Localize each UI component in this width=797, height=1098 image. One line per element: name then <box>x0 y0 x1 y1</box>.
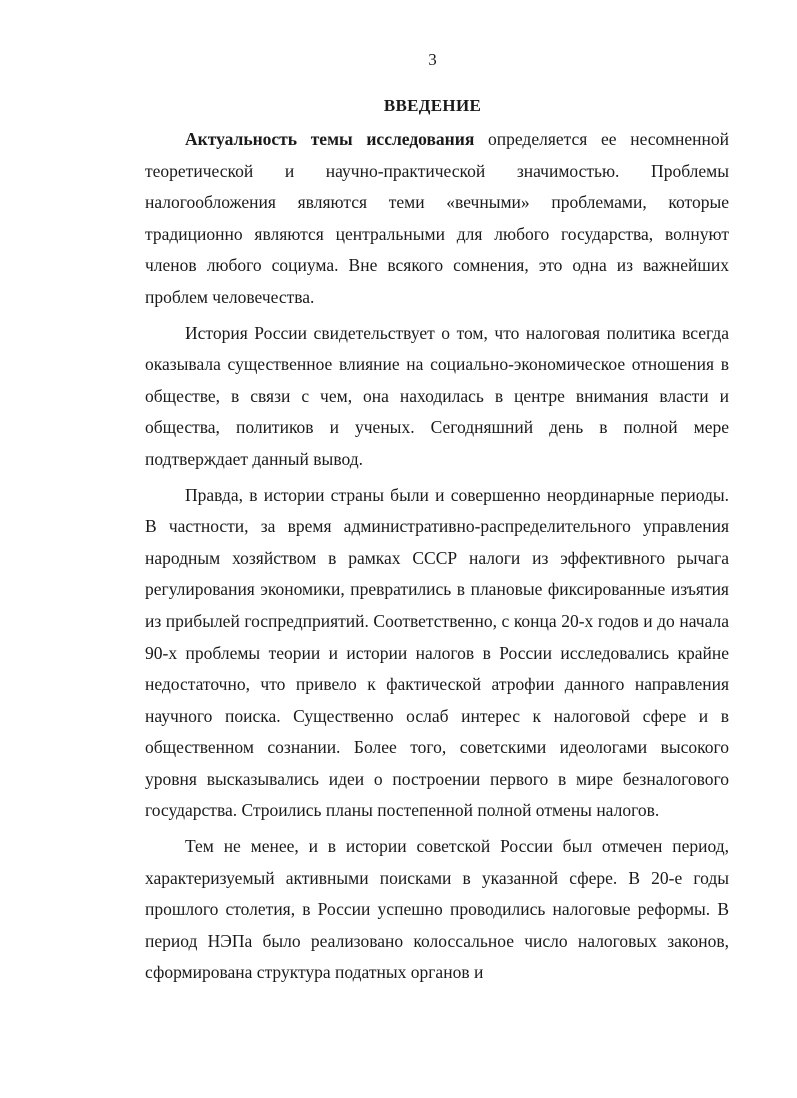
paragraph-text: Тем не менее, и в истории советской России был отмечен период, характеризуемый активными поисками в указанной сфере. В 20-е годы прошлого столетия, в России успешно проводились налоговые реформы. В период НЭПа было реализовано колоссальное число налоговых законов, сформирована структура податных органов и <box>145 836 729 983</box>
paragraph <box>145 480 729 828</box>
paragraph-text: История России свидетельствует о том, что налоговая политика всегда оказывала существенное влияние на социально-экономическое отношения в обществе, в связи с чем, она находилась в центре внимания власти и общества, политиков и ученых. Сегодняшний день в полной мере подтверждает данный вывод. <box>145 322 729 469</box>
paragraph <box>145 831 729 989</box>
body-text <box>145 124 729 989</box>
paragraph-lead-bold: Актуальность темы исследования <box>185 129 475 149</box>
paragraph-text: определяется ее несомненной теоретической и научно-практической значимостью. Проблемы налогообложения являются теми «вечными» проблемами, которые традиционно являются центральными для любого государства, волнуют членов любого социума. Вне всякого сомнения, это одна из важнейших проблем человечества. <box>145 129 730 307</box>
paragraph <box>145 124 729 314</box>
paragraph-text: Правда, в истории страны были и совершенно неординарные периоды. В частности, за время административно-распределительного управления народным хозяйством в рамках СССР налоги из эффективного рычага регулирования экономики, превратились в плановые фиксированные изъятия из прибылей госпредприятий. Соответственно, с конца 20-х годов и до начала 90-х проблемы теории и истории налогов в России исследовались крайне недостаточно, что привело к фактической атрофии данного направления научного поиска. Существенно ослаб интерес к налоговой сфере и в общественном сознании. Более того, советскими идеологами высокого уровня высказывались идеи о построении первого в мире безналогового государства. Строились планы постепенной полной отмены налогов. <box>145 484 729 821</box>
section-heading: ВВЕДЕНИЕ <box>383 96 482 115</box>
page-number: 3 <box>428 50 437 69</box>
paragraph <box>145 318 729 476</box>
